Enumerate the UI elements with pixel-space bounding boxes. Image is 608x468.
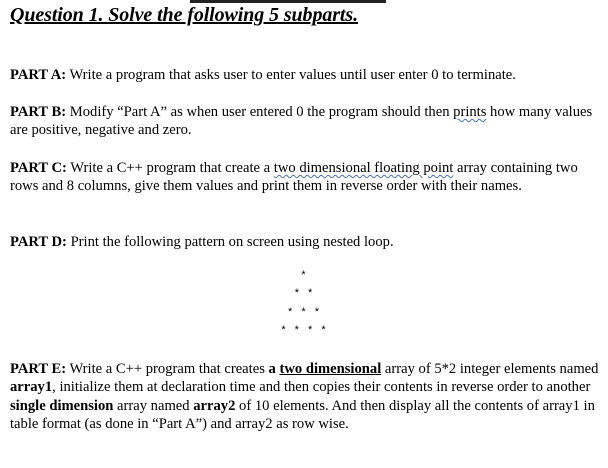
- part-e-bold-single-dimension: single dimension: [10, 397, 114, 414]
- part-e-bold-array1: array1: [10, 379, 53, 396]
- part-c-text-1: Write a C++ program that create a: [66, 160, 274, 176]
- part-b-prints-word: prints: [453, 104, 487, 120]
- part-e-label: PART E:: [10, 361, 67, 377]
- part-e-bold-a: a: [268, 361, 280, 377]
- part-b-text-1: Modify “Part A” as when user entered 0 the program should then: [66, 104, 454, 120]
- part-c-squiggle-phrase: two dimensional floating point: [273, 160, 454, 176]
- pattern-row: * * *: [288, 305, 322, 318]
- pattern-row: *: [301, 269, 309, 281]
- part-b-text-2: how many values are positive, negative and zero.: [10, 104, 593, 139]
- part-c-text-2: array containing two rows and 8 columns, give them values and print them in reverse order with their names.: [10, 160, 578, 195]
- part-a-paragraph: [10, 66, 600, 84]
- part-e-bold-two-dimensional: two dimensional: [279, 361, 382, 377]
- part-e-paragraph: [10, 360, 600, 433]
- part-c-label: PART C:: [10, 160, 67, 176]
- pattern-row: * *: [294, 287, 316, 300]
- part-c-paragraph: [10, 159, 600, 196]
- part-d-label: PART D:: [10, 234, 67, 250]
- part-e-bold-array2: array2: [193, 397, 236, 414]
- top-border-line: [190, 0, 386, 3]
- part-a-label: PART A:: [10, 67, 67, 83]
- part-e-text-3: , initialize them at declaration time and then copies their contents in reverse order to another: [52, 379, 591, 396]
- part-a-text: Write a program that asks user to enter values until user enter 0 to terminate.: [66, 67, 516, 83]
- star-pattern: [260, 266, 350, 339]
- pattern-row: * * * *: [281, 323, 329, 336]
- part-e-text-2: array of 5*2 integer elements named: [381, 361, 599, 377]
- part-d-paragraph: [10, 233, 600, 251]
- part-d-text: Print the following pattern on screen using nested loop.: [66, 234, 394, 250]
- part-b-paragraph: [10, 103, 600, 140]
- part-b-label: PART B:: [10, 104, 67, 120]
- part-e-text-5: of 10 elements. And then display all the contents of array1 in table format (as done in “Part A”) and array2 as row wise.: [10, 397, 595, 432]
- part-e-text-1: Write a C++ program that creates: [66, 361, 269, 377]
- question-heading: Question 1. Solve the following 5 subparts.: [10, 4, 358, 26]
- part-e-text-4: array named: [113, 397, 194, 414]
